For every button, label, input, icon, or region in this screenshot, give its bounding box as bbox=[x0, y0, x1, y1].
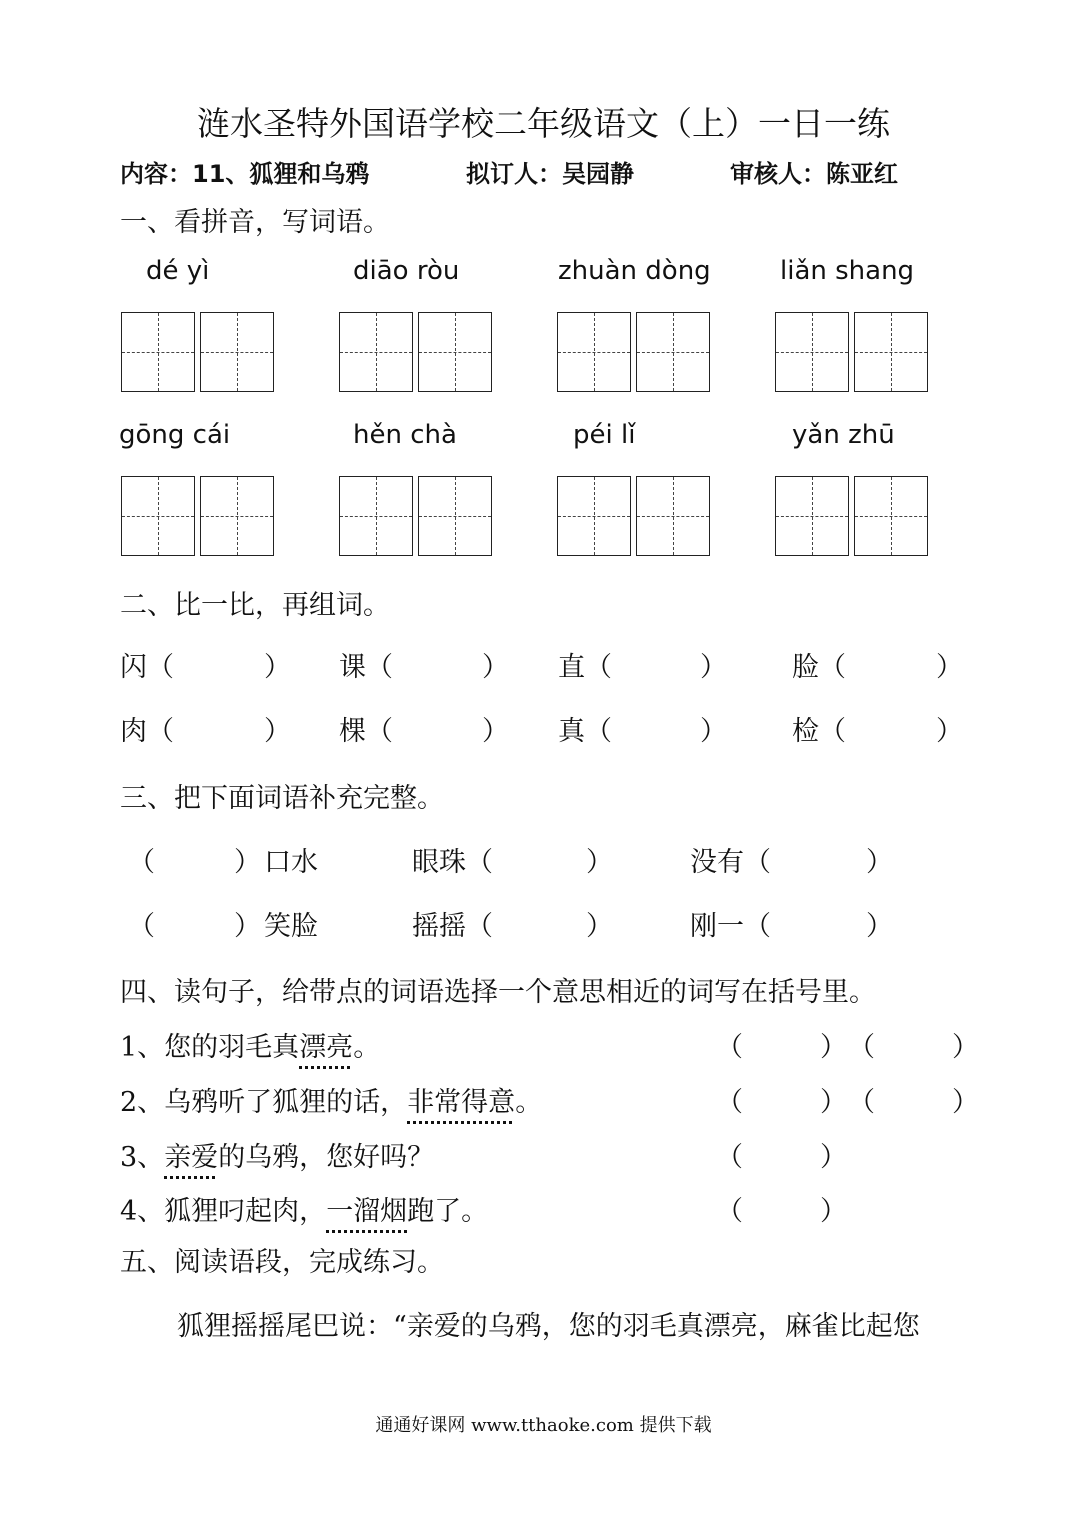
meta-author: 拟订人：吴园静 bbox=[466, 160, 634, 188]
answer-paren: ） bbox=[952, 1087, 979, 1118]
writing-grid[interactable] bbox=[557, 312, 631, 392]
word-prompt: 真（ bbox=[558, 716, 612, 747]
answer-paren: （ bbox=[716, 1032, 743, 1063]
meta-content: 内容：11、狐狸和乌鸦 bbox=[120, 160, 370, 188]
pinyin: péi lǐ bbox=[573, 420, 636, 450]
word-prompt: 闪（ bbox=[120, 652, 174, 683]
writing-grid[interactable] bbox=[418, 476, 492, 556]
paren-close: ） bbox=[700, 716, 727, 747]
writing-grid[interactable] bbox=[775, 476, 849, 556]
paren-close: ） bbox=[586, 911, 613, 942]
paren-close: ） bbox=[700, 652, 727, 683]
paren-close: ） bbox=[866, 911, 893, 942]
page-title: 涟水圣特外国语学校二年级语文（上）一日一练 bbox=[197, 104, 890, 143]
footer: 通通好课网 www.tthaoke.com 提供下载 bbox=[375, 1415, 712, 1436]
answer-paren: ） bbox=[820, 1032, 847, 1063]
paren-close: ） bbox=[866, 847, 893, 878]
writing-grid[interactable] bbox=[636, 312, 710, 392]
answer-paren: （ bbox=[716, 1142, 743, 1173]
question-2: 2、乌鸦听了狐狸的话，非常得意。 bbox=[120, 1087, 543, 1118]
answer-paren: ） bbox=[820, 1087, 847, 1118]
question-4: 4、狐狸叼起肉，一溜烟跑了。 bbox=[120, 1196, 489, 1227]
answer-paren: ） bbox=[820, 1196, 847, 1227]
word-prompt: 课（ bbox=[339, 652, 393, 683]
word-prompt: 肉（ bbox=[120, 716, 174, 747]
pinyin: yǎn zhū bbox=[792, 420, 895, 450]
paren-close: ） bbox=[482, 716, 509, 747]
writing-grid[interactable] bbox=[557, 476, 631, 556]
writing-grid[interactable] bbox=[418, 312, 492, 392]
word-prefix: 眼珠（ bbox=[412, 847, 493, 878]
paren-close: ） bbox=[234, 911, 261, 942]
word-prompt: 直（ bbox=[558, 652, 612, 683]
word-prefix: 摇摇（ bbox=[412, 911, 493, 942]
word-prompt: 棵（ bbox=[339, 716, 393, 747]
section-3-heading: 三、把下面词语补充完整。 bbox=[120, 783, 444, 814]
pinyin: zhuàn dòng bbox=[558, 256, 711, 286]
answer-paren: （ bbox=[848, 1032, 875, 1063]
section-2-heading: 二、比一比，再组词。 bbox=[120, 590, 390, 621]
pinyin: liǎn shang bbox=[780, 256, 915, 286]
writing-grid[interactable] bbox=[121, 312, 195, 392]
answer-paren: （ bbox=[848, 1087, 875, 1118]
word-prefix: 没有（ bbox=[690, 847, 771, 878]
paren-close: ） bbox=[936, 652, 963, 683]
writing-grid[interactable] bbox=[854, 312, 928, 392]
writing-grid[interactable] bbox=[636, 476, 710, 556]
paren-close: ） bbox=[264, 652, 291, 683]
paren-close: ） bbox=[586, 847, 613, 878]
pinyin: gōng cái bbox=[119, 420, 231, 450]
paren-close: ） bbox=[264, 716, 291, 747]
pinyin: dé yì bbox=[146, 256, 210, 286]
paren-close: ） bbox=[234, 847, 261, 878]
answer-paren: （ bbox=[716, 1087, 743, 1118]
answer-paren: （ bbox=[716, 1196, 743, 1227]
word-prompt: 脸（ bbox=[792, 652, 846, 683]
writing-grid[interactable] bbox=[339, 476, 413, 556]
section-4-heading: 四、读句子，给带点的词语选择一个意思相近的词写在括号里。 bbox=[120, 977, 876, 1008]
word-suffix: 笑脸 bbox=[264, 911, 318, 942]
writing-grid[interactable] bbox=[775, 312, 849, 392]
writing-grid[interactable] bbox=[200, 312, 274, 392]
section-5-heading: 五、阅读语段，完成练习。 bbox=[120, 1247, 444, 1278]
paren-close: ） bbox=[482, 652, 509, 683]
paren-open: （ bbox=[128, 911, 155, 942]
writing-grid[interactable] bbox=[854, 476, 928, 556]
section-1-heading: 一、看拼音，写词语。 bbox=[120, 207, 390, 238]
answer-paren: ） bbox=[820, 1142, 847, 1173]
writing-grid[interactable] bbox=[121, 476, 195, 556]
paren-close: ） bbox=[936, 716, 963, 747]
pinyin: hěn chà bbox=[353, 420, 457, 450]
writing-grid[interactable] bbox=[339, 312, 413, 392]
question-1: 1、您的羽毛真漂亮。 bbox=[120, 1032, 381, 1063]
word-prompt: 检（ bbox=[792, 716, 846, 747]
meta-reviewer: 审核人：陈亚红 bbox=[730, 160, 898, 188]
writing-grid[interactable] bbox=[200, 476, 274, 556]
paren-open: （ bbox=[128, 847, 155, 878]
word-suffix: 口水 bbox=[264, 847, 318, 878]
answer-paren: ） bbox=[952, 1032, 979, 1063]
reading-passage: 狐狸摇摇尾巴说：“亲爱的乌鸦，您的羽毛真漂亮，麻雀比起您 bbox=[177, 1311, 920, 1342]
word-prefix: 刚一（ bbox=[690, 911, 771, 942]
pinyin: diāo ròu bbox=[353, 256, 460, 286]
question-3: 3、亲爱的乌鸦，您好吗？ bbox=[120, 1142, 435, 1173]
